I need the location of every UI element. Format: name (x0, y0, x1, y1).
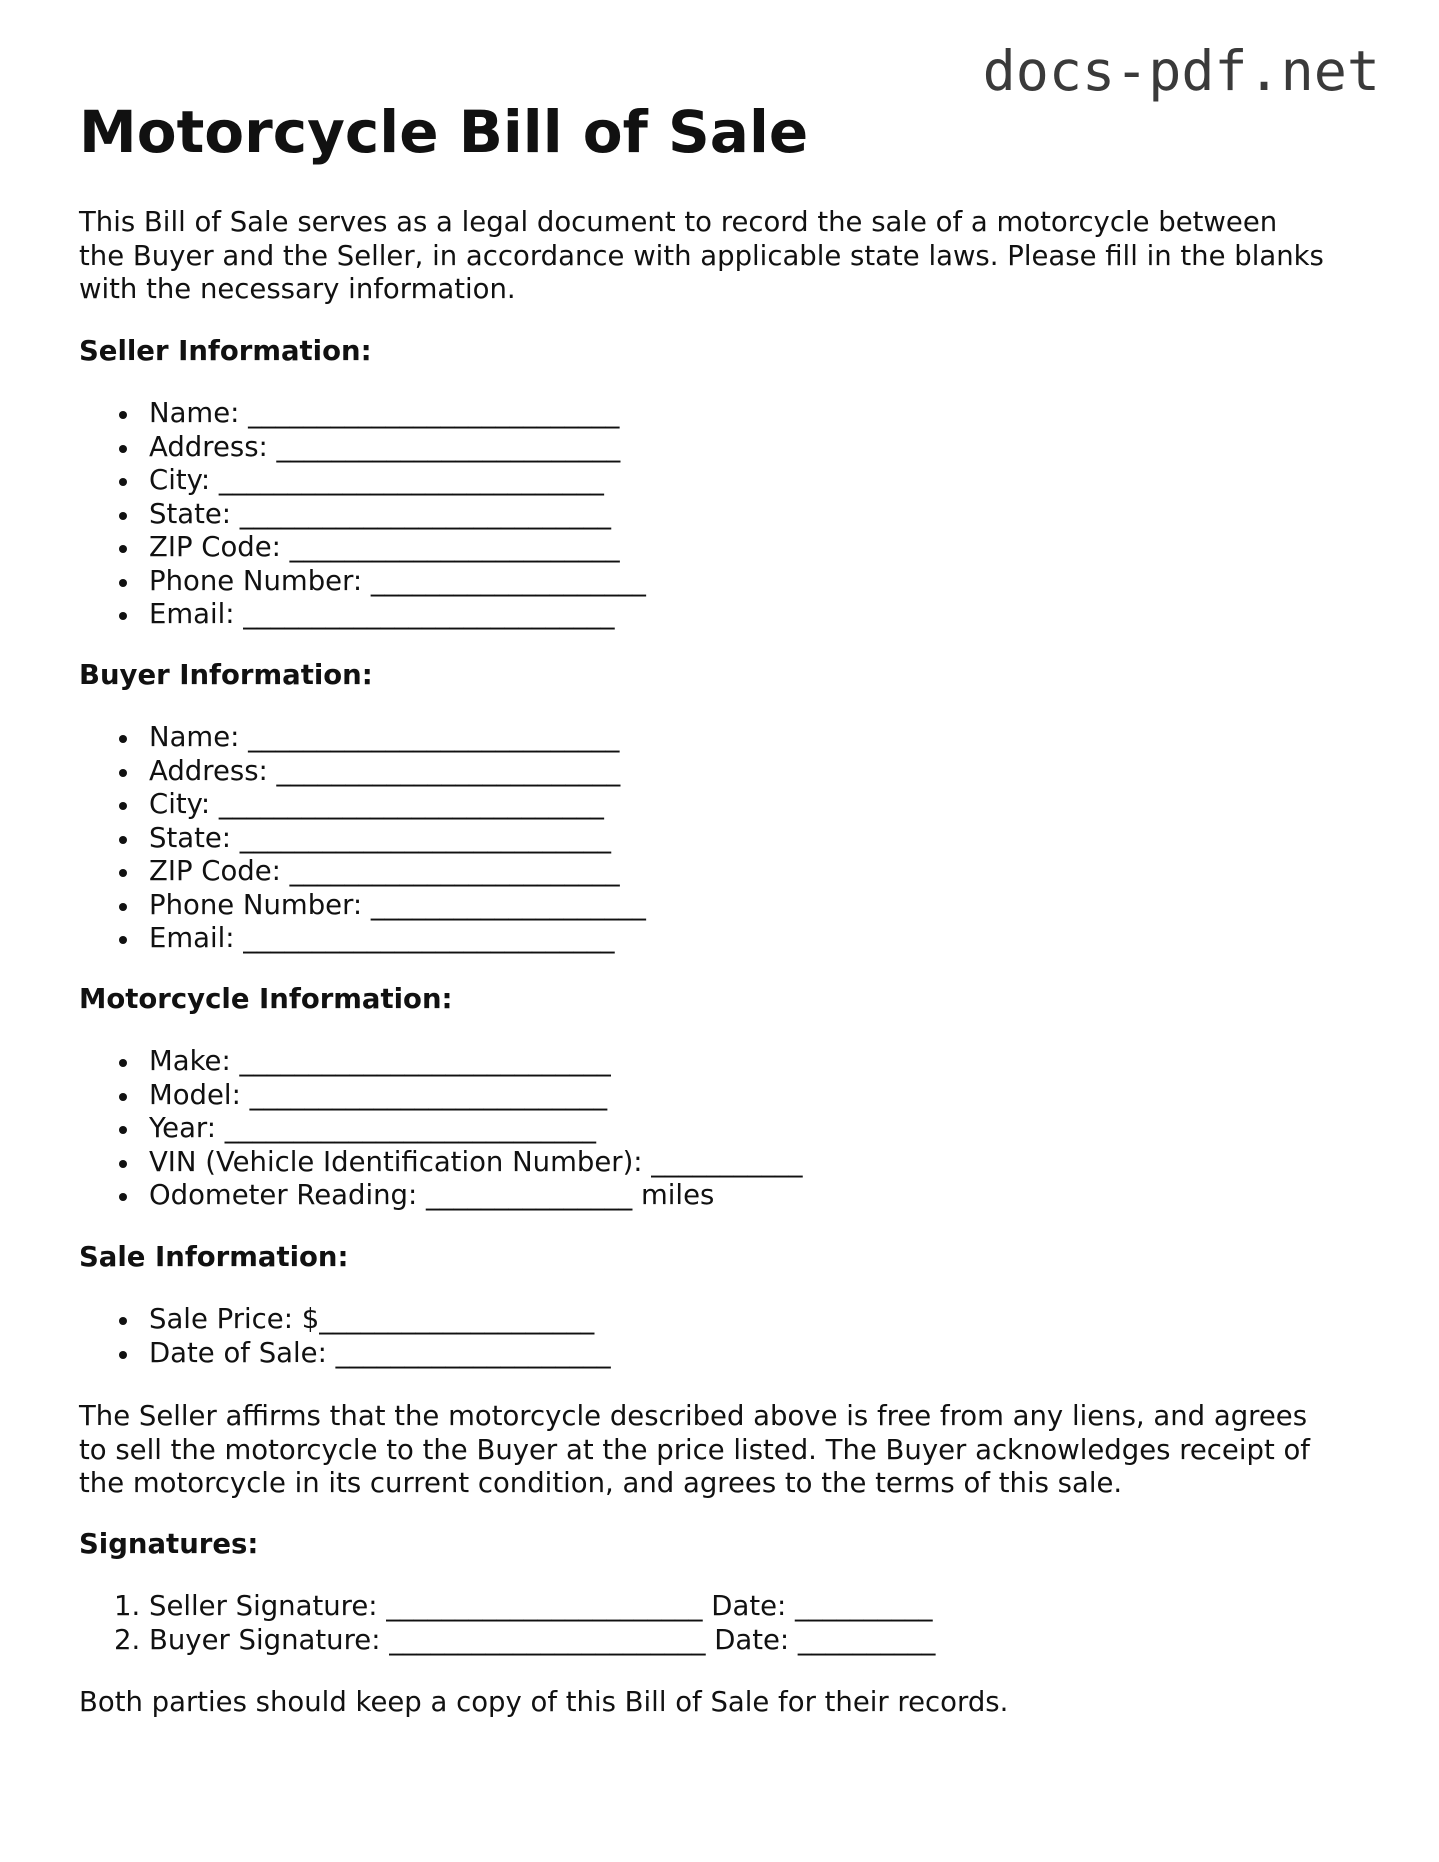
sale-heading: Sale Information: (79, 1241, 349, 1273)
buyer-heading: Buyer Information: (79, 659, 373, 691)
signatures-heading: Signatures: (79, 1528, 259, 1560)
seller-name-field: Name: ___________________________ (79, 397, 646, 431)
intro-line: This Bill of Sale serves as a legal document to record the sale of a motorcycle between (79, 206, 1278, 238)
buyer-phone-field: Phone Number: ____________________ (79, 889, 646, 923)
buyer-city-field: City: ____________________________ (79, 788, 646, 822)
buyer-signature-item (79, 1624, 935, 1658)
motorcycle-heading: Motorcycle Information: (79, 983, 453, 1015)
buyer-signature-line: Buyer Signature: _______________________ Date: __________ (149, 1623, 936, 1656)
buyer-state-field: State: ___________________________ (79, 822, 646, 856)
seller-address-field: Address: _________________________ (79, 431, 646, 465)
seller-state-field: State: ___________________________ (79, 498, 646, 532)
intro-line: the Buyer and the Seller, in accordance with applicable state laws. Please fill in the blanks (79, 239, 1324, 272)
buyer-fields-list (79, 721, 646, 956)
make-field: Make: ___________________________ (79, 1045, 803, 1079)
buyer-name-field: Name: ___________________________ (79, 721, 646, 755)
seller-zip-field: ZIP Code: ________________________ (79, 531, 646, 565)
seller-signature-item (79, 1590, 935, 1624)
list-number: 1. (114, 1590, 141, 1622)
motorcycle-fields-list (79, 1045, 803, 1213)
model-field: Model: __________________________ (79, 1079, 803, 1113)
affirmation-line: to sell the motorcycle to the Buyer at the price listed. The Buyer acknowledges receipt of (79, 1433, 1310, 1466)
buyer-address-field: Address: _________________________ (79, 755, 646, 789)
signatures-list (79, 1590, 935, 1657)
date-of-sale-field: Date of Sale: ____________________ (79, 1337, 611, 1371)
buyer-zip-field: ZIP Code: ________________________ (79, 855, 646, 889)
vin-field: VIN (Vehicle Identification Number): ___________ (79, 1146, 803, 1180)
list-number: 2. (114, 1623, 141, 1656)
seller-heading: Seller Information: (79, 335, 372, 367)
affirmation-paragraph (79, 1400, 1379, 1501)
intro-line: with the necessary information. (79, 273, 516, 305)
seller-city-field: City: ____________________________ (79, 464, 646, 498)
sale-fields-list (79, 1303, 611, 1370)
affirmation-line: The Seller affirms that the motorcycle described above is free from any liens, and agrees (79, 1400, 1308, 1432)
seller-email-field: Email: ___________________________ (79, 598, 646, 632)
sale-price-field: Sale Price: $____________________ (79, 1303, 611, 1337)
closing-line: Both parties should keep a copy of this Bill of Sale for their records. (79, 1686, 1009, 1718)
closing-paragraph (79, 1686, 1379, 1720)
odometer-field: Odometer Reading: _______________ miles (79, 1179, 803, 1213)
affirmation-line: the motorcycle in its current condition, and agrees to the terms of this sale. (79, 1467, 1123, 1499)
buyer-email-field: Email: ___________________________ (79, 922, 646, 956)
seller-fields-list (79, 397, 646, 632)
intro-paragraph (79, 206, 1379, 307)
year-field: Year: ___________________________ (79, 1112, 803, 1146)
seller-phone-field: Phone Number: ____________________ (79, 565, 646, 599)
watermark: docs-pdf.net (982, 39, 1380, 103)
document-title: Motorcycle Bill of Sale (79, 98, 809, 166)
seller-signature-line: Seller Signature: _______________________ Date: __________ (149, 1590, 933, 1622)
